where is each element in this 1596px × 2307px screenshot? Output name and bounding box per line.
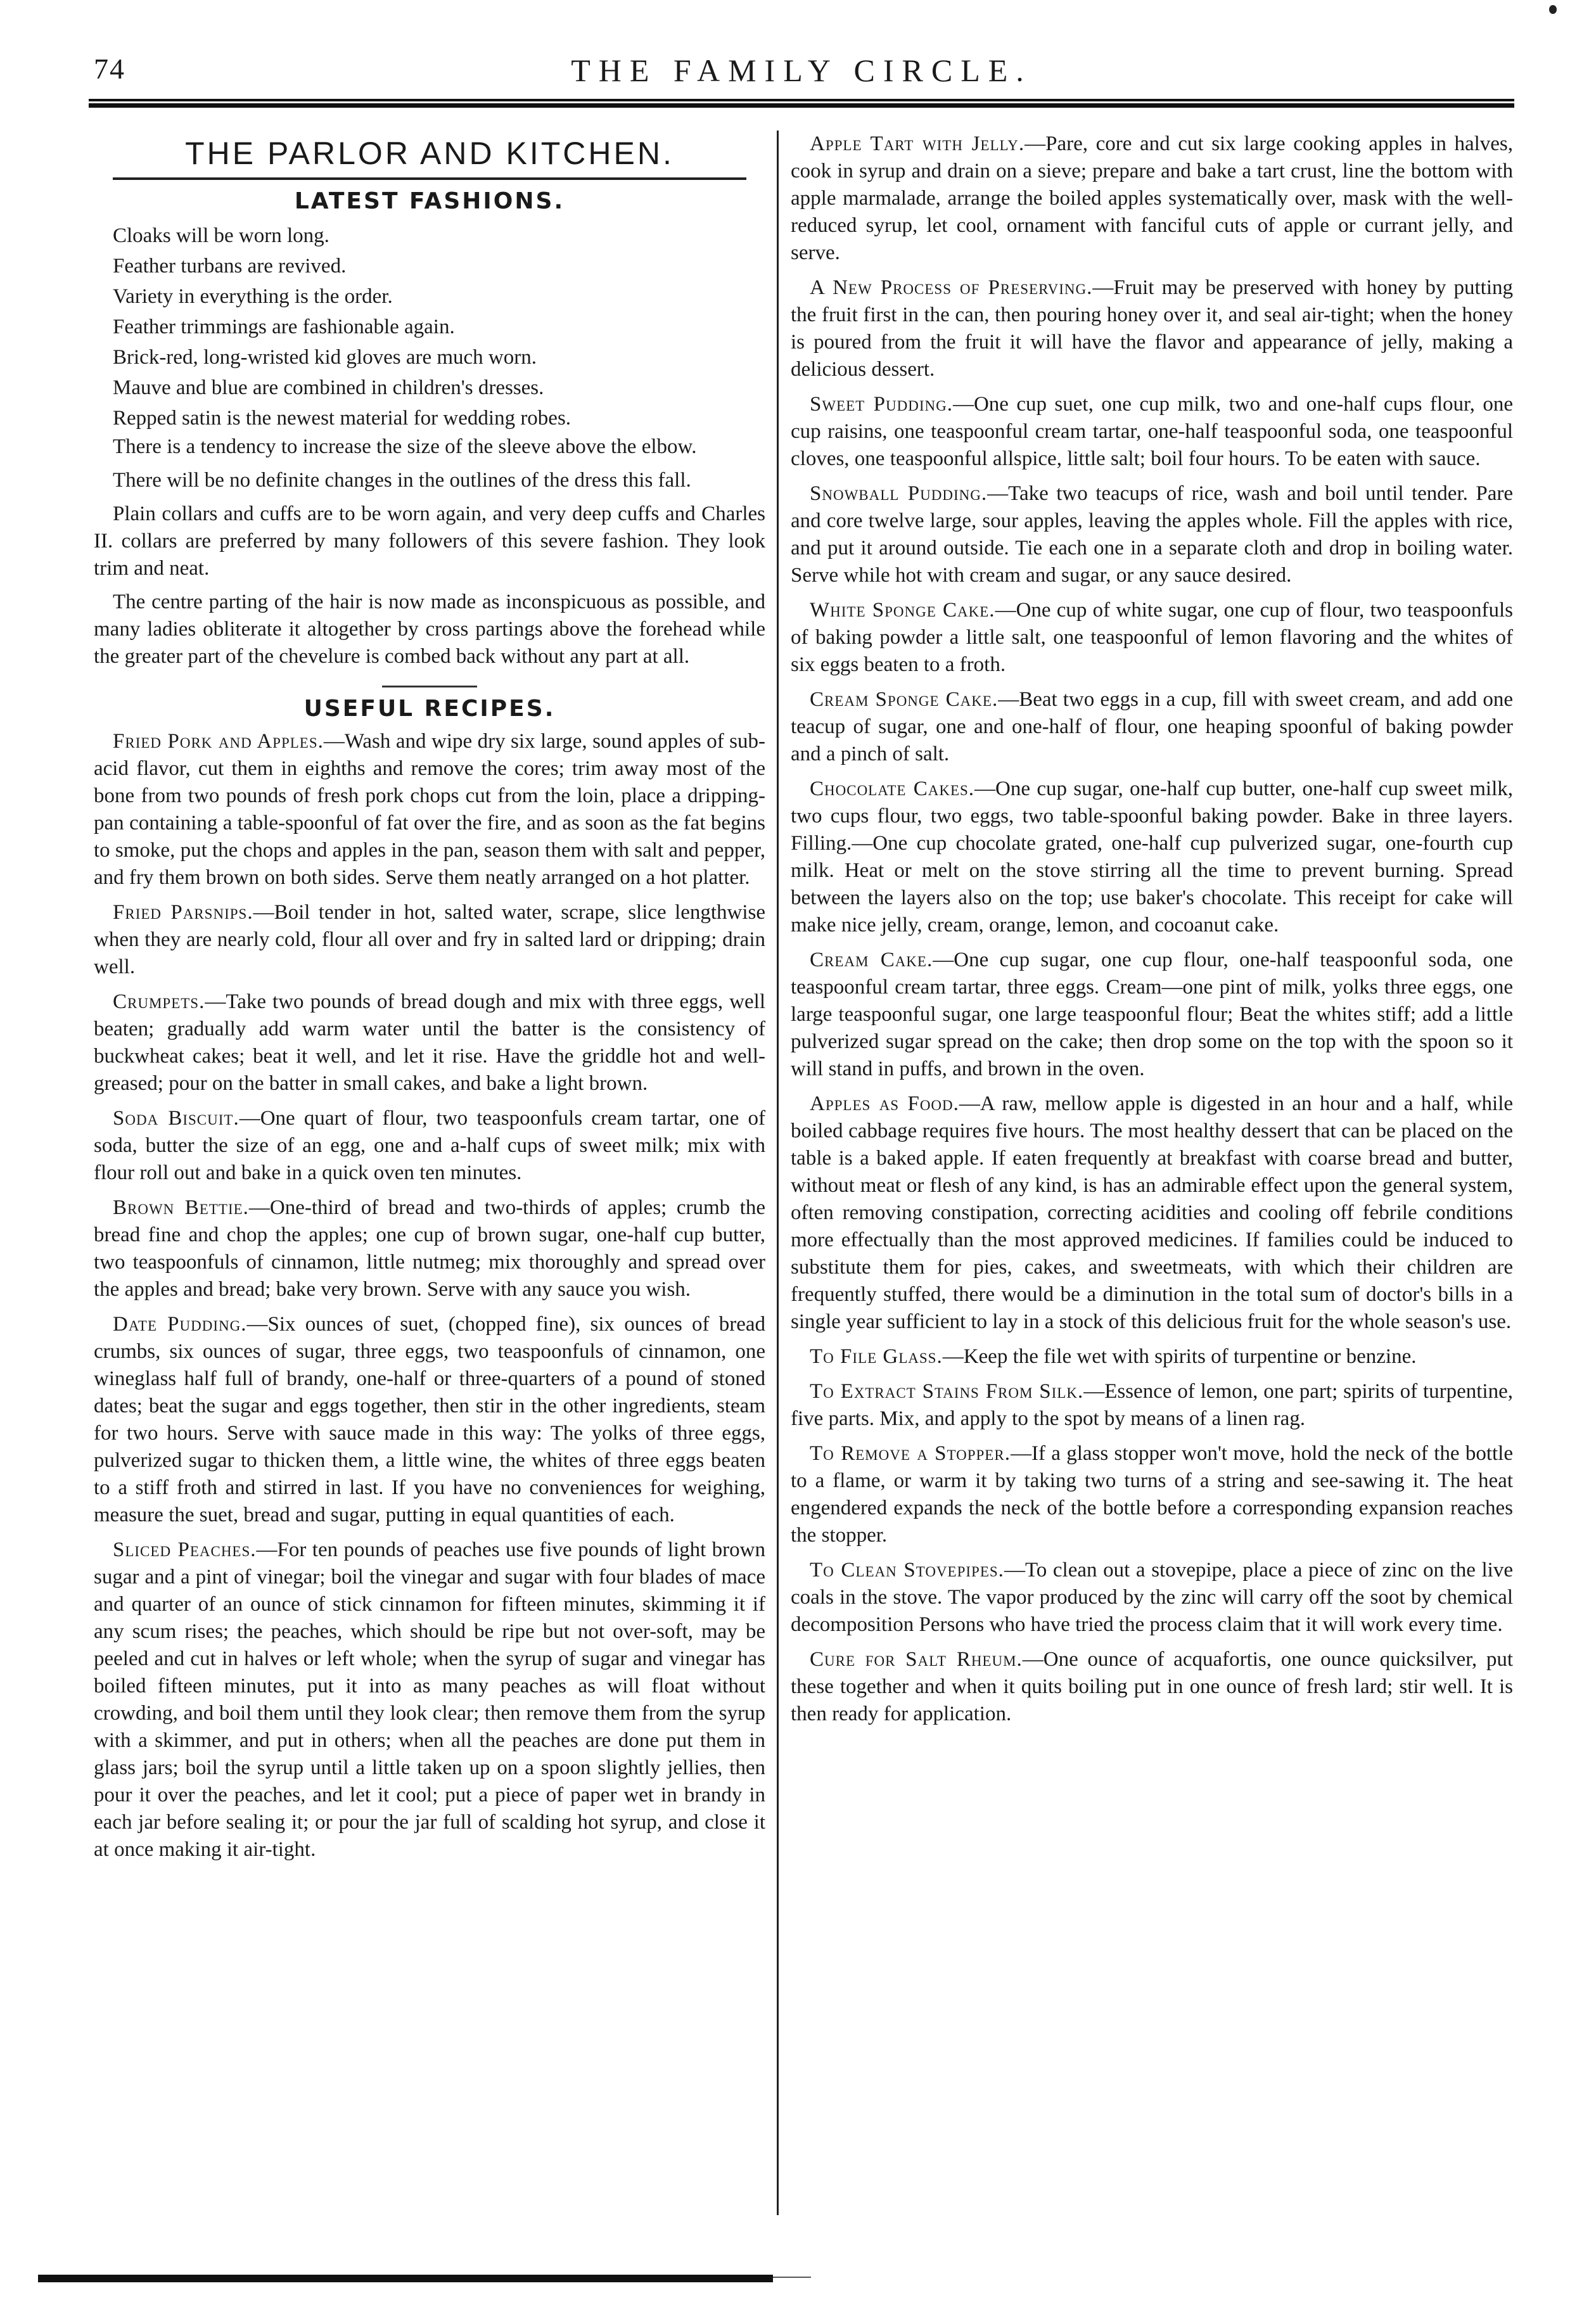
recipe-text: —Take two teacups of rice, wash and boil until tender. Pare and core twelve large, sour apples, leaving the apples whole. Fill the apples with rice, and put it around outside. Tie each one in a separate cloth and drop in boiling water. Serve while hot with cream and sugar, or any sauce desired. bbox=[791, 482, 1513, 587]
recipe-text: —One cup sugar, one cup flour, one-half teaspoonful soda, one teaspoonful cream tartar, three eggs. Cream—one pint of milk, yolks three eggs, one large teaspoonful sugar, one large teaspoonful flour; Beat the whites stiff; add a little pulverized sugar spread on the cake; then drop some on the top with the spoon so it will stand in puffs, and brown in the oven. bbox=[791, 949, 1513, 1080]
recipe-text: —One cup sugar, one-half cup butter, one-half cup sweet milk, two cups flour, two eggs, two table-spoonful baking powder. Bake in three layers. Filling.—One cup chocolate grated, one-half cup pulverized sugar, one-fourth cup milk. Heat or melt on the stove stirring all the time to prevent burning. Spread between the layers also on the top; use baker's chocolate. This receipt for cake will make nice jelly, cream, orange, lemon, and cocoanut cake. bbox=[791, 777, 1513, 936]
recipe-title: White Sponge Cake. bbox=[810, 599, 995, 622]
recipe-text: —Boil tender in hot, salted water, scrape, slice lengthwise when they are nearly cold, flour all over and fry in salted lard or dripping; drain well. bbox=[94, 901, 765, 978]
recipe-paragraph bbox=[791, 1440, 1513, 1549]
recipe-text: —One cup suet, one cup milk, two and one-half cups flour, one cup raisins, one teaspoonful cream tartar, one-half teaspoonful soda, one teaspoonful cloves, one teaspoonful allspice, little salt; boil four hours. To be eaten with sauce. bbox=[791, 393, 1513, 470]
recipe-title: Apple Tart with Jelly. bbox=[810, 132, 1025, 155]
recipe-text: —Take two pounds of bread dough and mix with three eggs, well beaten; gradually add warm water until the batter is the consistency of buckwheat cakes; beat it well, and let it rise. Have the griddle hot and well-greased; pour on the batter in small cakes, and bake a light brown. bbox=[94, 990, 765, 1095]
recipe-text: —Fruit may be preserved with honey by putting the fruit first in the can, then pouring honey over it, and seal air-tight; when the honey is poured from the fruit it will have the flavor and appearance of jelly, making a delicious dessert. bbox=[791, 276, 1513, 381]
recipe-text: —Six ounces of suet, (chopped fine), six ounces of bread crumbs, six ounces of sugar, three eggs, two teaspoonfuls of cinnamon, one wineglass half full of brandy, one-half or three-quarters of a pound of stoned dates; beat the sugar and eggs together, then stir in the other ingredients, steam for two hours. Serve with sauce made in this way: The yolks of three eggs, pulverized sugar to thicken them, a little wine, the whites of three eggs beaten to a stiff froth and stirred in last. If you have no conveniences for weighing, measure the suet, bread and sugar, putting in equal quantities of each. bbox=[94, 1313, 765, 1526]
recipe-title: Cure for Salt Rheum. bbox=[810, 1648, 1023, 1671]
recipe-paragraph bbox=[791, 776, 1513, 939]
page-header bbox=[89, 52, 1514, 98]
fashion-line: Brick-red, long-wristed kid gloves are much worn. bbox=[113, 346, 537, 369]
recipe-paragraph bbox=[791, 1646, 1513, 1728]
fashion-line: Cloaks will be worn long. bbox=[113, 224, 329, 247]
column-divider bbox=[777, 131, 779, 2215]
recipe-paragraph bbox=[791, 686, 1513, 768]
recipe-text: —Essence of lemon, one part; spirits of turpentine, five parts. Mix, and apply to the spot by means of a linen rag. bbox=[791, 1380, 1513, 1430]
recipe-text: —Pare, core and cut six large cooking apples in halves, cook in syrup and drain on a sieve; prepare and bake a tart crust, line the bottom with apple marmalade, arrange the boiled apples systematically over, mask with the well-reduced syrup, let cool, ornament with fanciful cuts of apple or currant jelly, and serve. bbox=[791, 132, 1513, 264]
recipe-title: Snowball Pudding. bbox=[810, 482, 988, 505]
left-column bbox=[94, 131, 765, 1871]
footer-rule bbox=[38, 2275, 773, 2282]
recipe-text: —One-third of bread and two-thirds of apples; crumb the bread fine and chop the apples; one cup of brown sugar, one-half cup butter, two teaspoonfuls of cinnamon, little nutmeg; mix thoroughly and spread over the apples and bread; bake very brown. Serve with any sauce you wish. bbox=[94, 1196, 765, 1301]
right-column bbox=[791, 131, 1513, 1735]
recipe-title: Fried Parsnips. bbox=[113, 901, 253, 924]
recipe-title: Cream Sponge Cake. bbox=[810, 688, 999, 711]
recipe-title: Crumpets. bbox=[113, 990, 205, 1013]
recipe-text: —Beat two eggs in a cup, fill with sweet cream, and add one teacup of sugar, one and one-half of flour, one heaping spoonful of baking powder and a pinch of salt. bbox=[791, 688, 1514, 765]
recipe-title: Sweet Pudding. bbox=[810, 393, 953, 416]
recipe-text: —To clean out a stovepipe, place a piece of zinc on the live coals in the stove. The vapor produced by the zinc will carry off the soot by chemical decomposition Persons who have tried the process claim that it will work every time. bbox=[791, 1559, 1514, 1636]
recipe-title: To Clean Stovepipes. bbox=[810, 1559, 1004, 1582]
recipe-paragraph bbox=[94, 1311, 765, 1529]
running-head: THE FAMILY CIRCLE. bbox=[571, 53, 1032, 88]
recipe-paragraph bbox=[791, 1090, 1513, 1336]
recipe-paragraph bbox=[791, 480, 1513, 589]
footer-rule-tail bbox=[773, 2277, 811, 2278]
recipe-title: Soda Biscuit. bbox=[113, 1107, 239, 1130]
recipe-paragraph bbox=[94, 988, 765, 1097]
recipe-text: —If a glass stopper won't move, hold the neck of the bottle to a flame, or warm it by taking two turns of a string and see-sawing it. The heat engendered expands the neck of the bottle before a corresponding expansion reaches the stopper. bbox=[791, 1442, 1513, 1547]
recipe-text: —One ounce of acquafortis, one ounce quicksilver, put these together and when it quits boiling put in one ounce of fresh lard; stir well. It is then ready for application. bbox=[791, 1648, 1513, 1725]
recipe-paragraph bbox=[94, 728, 765, 891]
recipe-paragraph bbox=[94, 1537, 765, 1863]
recipe-paragraph bbox=[94, 1194, 765, 1303]
recipe-paragraph bbox=[791, 1378, 1513, 1433]
section-divider-rule bbox=[382, 686, 477, 687]
recipe-text: —A raw, mellow apple is digested in an hour and a half, while boiled cabbage requires five hours. The most healthy dessert that can be placed on the table is a baked apple. If eaten frequently at breakfast with coarse bread and butter, without meat or flesh of any kind, is has an admirable effect upon the general system, often removing constipation, correcting acidities and cooling off febrile conditions more effectually than the most approved medicines. If families could be induced to substitute them for pies, cakes, and sweetmeats, with which their children are frequently stuffed, there would be a diminution in the total sum of doctor's bills in a single year sufficient to lay in a stock of this delicious fruit for the whole season's use. bbox=[791, 1092, 1514, 1333]
fashion-line: Feather trimmings are fashionable again. bbox=[113, 316, 455, 338]
recipe-paragraph bbox=[791, 391, 1513, 473]
section-title: THE PARLOR AND KITCHEN. bbox=[185, 136, 674, 171]
recipe-text: —For ten pounds of peaches use five pounds of light brown sugar and a pint of vinegar; boil the vinegar and sugar with four blades of mace and quarter of an ounce of stick cinnamon for fifteen minutes, skimming it if any scum rises; the peaches, which should be ripe but not over-soft, may be peeled and cut in halves or left whole; when the syrup of sugar and vinegar has boiled fifteen minutes, put it into as many peaches as will float without crowding, and boil them until they look clear; then remove them from the syrup with a skimmer, and put in others; when all the peaches are done put them in glass jars; boil the syrup until a little taken up on a spoon slightly jellies, then pour it over the peaches, and let it cool; put a piece of paper wet in brandy in each jar before sealing it; or pour the jar full of scalding hot syrup, and close it at once making it air-tight. bbox=[94, 1538, 765, 1861]
recipe-text: —One quart of flour, two teaspoonfuls cream tartar, one of soda, butter the size of an egg, one and a-half cups of sweet milk; mix with flour roll out and bake in a quick oven ten minutes. bbox=[94, 1107, 765, 1184]
section-title-rule bbox=[113, 177, 746, 180]
fashion-line: Feather turbans are revived. bbox=[113, 255, 347, 278]
ink-speck bbox=[1549, 5, 1557, 14]
recipe-text: —Wash and wipe dry six large, sound apples of sub-acid flavor, cut them in eighths and remove the cores; trim away most of the bone from two pounds of fresh pork chops cut from the loin, place a dripping-pan containing a table-spoonful of fat over the fire, and as soon as the fat begins to smoke, put the chops and apples in the pan, season them with salt and pepper, and fry them brown on both sides. Serve them neatly arranged on a hot platter. bbox=[94, 730, 765, 889]
fashion-paragraph: There will be no definite changes in the outlines of the dress this fall. bbox=[113, 469, 691, 492]
recipe-title: Brown Bettie. bbox=[113, 1196, 249, 1219]
recipe-title: To Remove a Stopper. bbox=[810, 1442, 1011, 1465]
recipe-text: —Keep the file wet with spirits of turpentine or benzine. bbox=[942, 1345, 1417, 1368]
fashion-line: Mauve and blue are combined in children's dresses. bbox=[113, 376, 544, 399]
fashions-heading: LATEST FASHIONS. bbox=[294, 188, 565, 214]
recipe-title: Date Pudding. bbox=[113, 1313, 247, 1336]
recipe-paragraph bbox=[791, 597, 1513, 679]
recipe-title: Chocolate Cakes. bbox=[810, 777, 975, 800]
recipe-title: Cream Cake. bbox=[810, 949, 933, 971]
recipe-title: Sliced Peaches. bbox=[113, 1538, 257, 1561]
recipes-heading: USEFUL RECIPES. bbox=[303, 696, 556, 722]
recipe-paragraph bbox=[791, 947, 1513, 1083]
recipe-text: —One cup of white sugar, one cup of flour, two teaspoonfuls of baking powder a little salt, one teaspoonful of lemon flavoring and the whites of six eggs beaten to a froth. bbox=[791, 599, 1513, 676]
fashion-paragraph: Plain collars and cuffs are to be worn again, and very deep cuffs and Charles II. collars are preferred by many followers of this severe fashion. They look trim and neat. bbox=[94, 502, 765, 580]
fashion-paragraph: There is a tendency to increase the size of the sleeve above the elbow. bbox=[113, 435, 697, 458]
recipe-paragraph bbox=[791, 274, 1513, 383]
recipe-title: Apples as Food. bbox=[810, 1092, 959, 1115]
recipe-title: To File Glass. bbox=[810, 1345, 943, 1368]
recipe-title: A New Process of Preserving. bbox=[810, 276, 1093, 299]
page-number: 74 bbox=[94, 53, 125, 85]
recipe-title: To Extract Stains From Silk. bbox=[810, 1380, 1084, 1403]
recipe-title: Fried Pork and Apples. bbox=[113, 730, 324, 753]
recipe-paragraph bbox=[791, 1557, 1513, 1639]
fashion-list bbox=[94, 220, 765, 433]
fashion-line: Repped satin is the newest material for wedding robes. bbox=[113, 407, 571, 430]
fashion-line: Variety in everything is the order. bbox=[113, 285, 393, 308]
recipe-paragraph bbox=[791, 131, 1513, 267]
recipe-paragraph bbox=[94, 899, 765, 981]
recipe-paragraph bbox=[94, 1105, 765, 1187]
fashion-paragraph: The centre parting of the hair is now made as inconspicuous as possible, and many ladies obliterate it altogether by cross partings above the forehead while the greater part of the chevelure is combed back without any part at all. bbox=[94, 591, 765, 668]
header-double-rule bbox=[89, 99, 1514, 108]
recipe-paragraph bbox=[791, 1343, 1513, 1371]
